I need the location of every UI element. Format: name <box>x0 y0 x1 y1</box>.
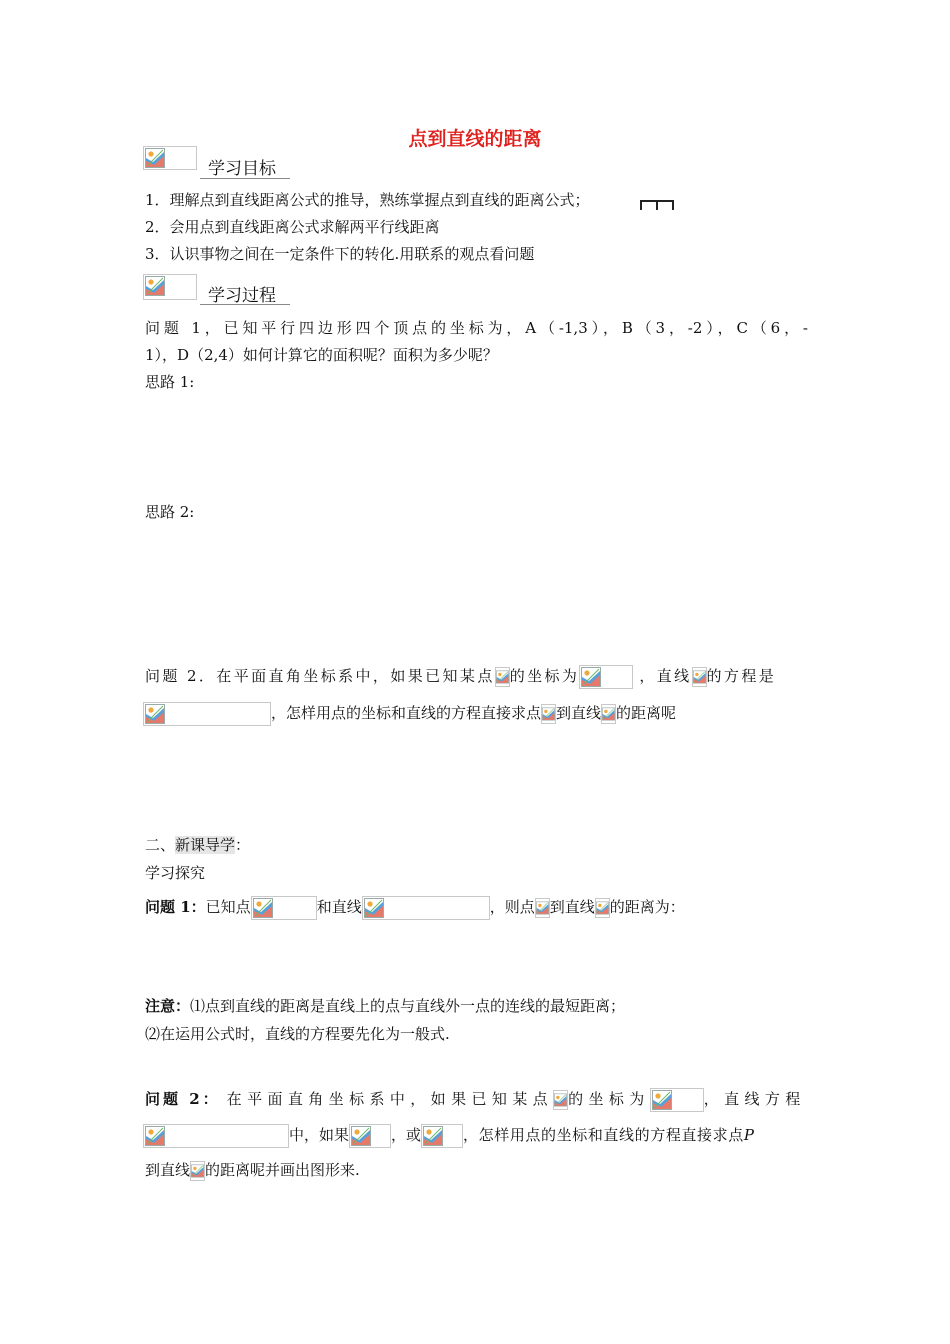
formula-image <box>495 667 510 687</box>
broken-image-icon <box>191 1162 204 1180</box>
question2-line1 <box>145 665 808 689</box>
broken-image-icon <box>652 1090 672 1110</box>
new-q1-text-b: 和直线 <box>316 898 362 916</box>
heading-text: 新课导学 <box>175 836 236 854</box>
question2-line2 <box>143 702 676 726</box>
heading-prefix: 二、 <box>145 836 176 854</box>
goal-item-2: 2．会用点到直线距离公式求解两平行线距离 <box>145 218 440 236</box>
new-question2-line2 <box>143 1124 754 1148</box>
broken-image-icon <box>542 705 555 723</box>
formula-image <box>349 1124 391 1148</box>
formula-image <box>190 1161 205 1181</box>
new-question2-line1 <box>145 1088 806 1112</box>
page-title: 点到直线的距离 <box>408 128 542 150</box>
note-text-1: ⑴点到直线的距离是直线上的点与直线外一点的连线的最短距离； <box>190 997 626 1015</box>
marks-icon <box>640 200 670 210</box>
q2-text-c: ，直线 <box>639 667 692 685</box>
broken-image-icon <box>536 899 549 917</box>
new-lesson-heading <box>145 835 250 855</box>
broken-image-icon <box>602 705 615 723</box>
heading-underline <box>200 298 290 305</box>
new-q1-label: 问题 1： <box>145 898 206 916</box>
goal-item-3: 3．认识事物之间在一定条件下的转化.用联系的观点看问题 <box>145 245 535 263</box>
question1-line1: 问题 1，已知平行四边形四个顶点的坐标为，A（-1,3），B（3，-2），C（6，- <box>145 319 808 337</box>
q2-text-a: 问题 2．在平面直角坐标系中，如果已知某点 <box>145 667 495 685</box>
broken-image-icon <box>693 668 706 686</box>
new-q2-point-p: P <box>743 1126 754 1144</box>
formula-image <box>595 898 610 918</box>
new-q2-text-a: 在平面直角坐标系中，如果已知某点 <box>226 1090 554 1108</box>
formula-image <box>251 896 317 920</box>
new-q1-text-a: 已知点 <box>205 898 251 916</box>
idea1-label: 思路 1: <box>145 373 195 391</box>
new-q2-text-e: ，或 <box>391 1126 422 1144</box>
section-icon-image <box>143 274 197 300</box>
question1-line2: 1），D（2,4）如何计算它的面积呢？面积为多少呢？ <box>145 346 498 364</box>
q2-text-g: 的距离呢 <box>616 704 677 722</box>
formula-image <box>535 898 550 918</box>
formula-image <box>692 667 707 687</box>
new-q1-text-e: 的距离为： <box>609 898 685 916</box>
study-explore-label: 学习探究 <box>145 864 206 882</box>
q2-text-f: 到直线 <box>556 704 602 722</box>
broken-image-icon <box>364 898 384 918</box>
heading-underline <box>200 172 290 179</box>
broken-image-icon <box>351 1126 371 1146</box>
formula-image <box>362 896 490 920</box>
note-line2: ⑵在运用公式时，直线的方程要先化为一般式. <box>145 1025 450 1043</box>
q2-text-e: ，怎样用点的坐标和直线的方程直接求点 <box>271 704 542 722</box>
broken-image-icon <box>596 899 609 917</box>
new-q2-text-h: 的距离呢并画出图形来. <box>205 1161 360 1179</box>
note-label: 注意： <box>145 997 191 1015</box>
new-q2-label: 问题 2： <box>145 1090 221 1108</box>
formula-image <box>541 704 556 724</box>
broken-image-icon <box>253 898 273 918</box>
broken-image-icon <box>145 1126 165 1146</box>
heading-suffix: ： <box>235 836 251 854</box>
new-q1-text-c: ，则点 <box>489 898 535 916</box>
formula-image <box>650 1088 704 1112</box>
q2-text-d: 的方程是 <box>706 667 777 685</box>
new-q2-text-b: 的坐标为 <box>568 1090 650 1108</box>
formula-image <box>421 1124 463 1148</box>
broken-image-icon <box>145 148 165 168</box>
formula-image <box>553 1090 568 1110</box>
new-q2-text-c: ，直线方程 <box>703 1090 806 1108</box>
note-line1 <box>145 996 625 1016</box>
broken-image-icon <box>496 668 509 686</box>
formula-image <box>143 702 271 726</box>
new-q2-text-f: ，怎样用点的坐标和直线的方程直接求点 <box>463 1126 744 1144</box>
broken-image-icon <box>423 1126 443 1146</box>
goal-item-1: 1．理解点到直线距离公式的推导，熟练掌握点到直线的距离公式； <box>145 191 590 209</box>
process-heading: 学习过程 <box>208 286 276 306</box>
new-q2-text-g: 到直线 <box>145 1161 191 1179</box>
broken-image-icon <box>581 667 601 687</box>
broken-image-icon <box>554 1091 567 1109</box>
formula-image <box>579 665 633 689</box>
new-q1-text-d: 到直线 <box>549 898 595 916</box>
idea2-label: 思路 2: <box>145 503 195 521</box>
new-question2-line3 <box>145 1160 360 1181</box>
broken-image-icon <box>145 276 165 296</box>
section-icon-image <box>143 146 197 170</box>
broken-image-icon <box>145 704 165 724</box>
q2-text-b: 的坐标为 <box>509 667 580 685</box>
new-question1 <box>145 896 685 920</box>
formula-image <box>601 704 616 724</box>
new-q2-text-d: 中，如果 <box>289 1126 350 1144</box>
formula-image <box>143 1124 289 1148</box>
goals-heading: 学习目标 <box>208 159 276 179</box>
